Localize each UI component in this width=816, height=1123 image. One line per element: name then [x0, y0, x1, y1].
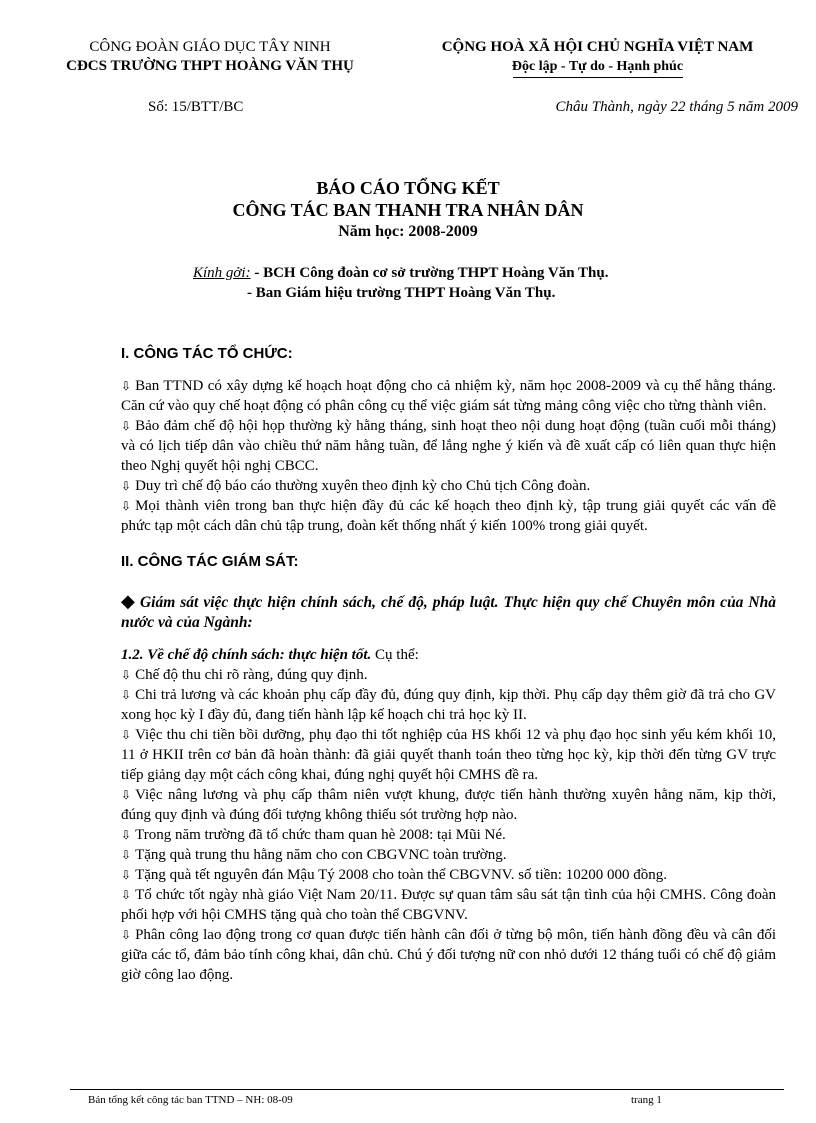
list-item: ⇩ Duy trì chế độ báo cáo thường xuyên theo định kỳ cho Chủ tịch Công đoàn.	[121, 478, 591, 494]
country-name: CỘNG HOÀ XÃ HỘI CHỦ NGHĨA VIỆT NAM	[441, 39, 754, 55]
section-1-items	[121, 376, 776, 536]
org-line-2: CĐCS TRƯỜNG THPT HOÀNG VĂN THỤ	[66, 58, 354, 74]
list-item: ⇩ Tặng quà tết nguyên đán Mậu Tý 2008 cho toàn thể CBGVNV. số tiền: 10200 000 đồng.	[121, 867, 667, 883]
list-item: ⇩ Trong năm trường đã tổ chức tham quan hè 2008: tại Mũi Né.	[121, 827, 506, 843]
report-body	[121, 344, 776, 985]
list-item: ⇩ Bảo đảm chế độ hội họp thường kỳ hằng tháng, sinh hoạt theo nội dung hoạt động (tuần cuối mỗi tháng) và có lịch tiếp dân vào chiều thứ năm hằng tuần, để lắng nghe ý kiến và đề xuất cấp có liên quan thực hiện theo Nghị quyết hội nghị CBCC.	[121, 418, 776, 474]
page-number: trang 1	[631, 1094, 662, 1106]
list-item: ⇩ Chế độ thu chi rõ ràng, đúng quy định.	[121, 667, 368, 683]
recipient-label: Kính gởi:	[193, 265, 251, 281]
subsection-1-2-heading: 1.2. Về chế độ chính sách: thực hiện tốt. Cụ thể:	[121, 647, 419, 663]
org-line-1: CÔNG ĐOÀN GIÁO DỤC TÂY NINH	[89, 39, 331, 55]
motto-underline	[513, 77, 683, 78]
down-arrow-icon: ⇩	[121, 499, 132, 513]
list-item: ⇩ Tặng quà trung thu hằng năm cho con CBGVNC toàn trường.	[121, 847, 507, 863]
organization-header	[30, 38, 390, 76]
recipients	[193, 263, 609, 303]
recipient-2: - Ban Giám hiệu trường THPT Hoàng Văn Thụ.	[247, 285, 556, 301]
title-line-1: BÁO CÁO TỔNG KẾT	[316, 178, 500, 198]
recipient-1: - BCH Công đoàn cơ sở trường THPT Hoàng Văn Thụ.	[250, 265, 609, 281]
down-arrow-icon: ⇩	[121, 848, 132, 862]
report-title	[0, 177, 816, 243]
down-arrow-icon: ⇩	[121, 828, 132, 842]
down-arrow-icon: ⇩	[121, 419, 132, 433]
down-arrow-icon: ⇩	[121, 928, 132, 942]
list-item: ⇩ Chi trả lương và các khoản phụ cấp đầy đủ, đúng quy định, kịp thời. Phụ cấp dạy thêm giờ đã trả cho GV xong học kỳ I đầy đủ, đang tiến hành lập kế hoạch chi trả học kỳ II.	[121, 687, 776, 723]
down-arrow-icon: ⇩	[121, 688, 132, 702]
place-date: Châu Thành, ngày 22 tháng 5 năm 2009	[555, 99, 798, 115]
list-item: ⇩ Phân công lao động trong cơ quan được tiến hành cân đối ở từng bộ môn, tiến hành đồng đều và cân đối giữa các tổ, đảm bảo tính công khai, dân chủ. Chú ý đối tượng nữ con nhỏ dưới 12 tháng tuổi có chế độ giảm giờ công lao động.	[121, 927, 776, 983]
section-2-title: II. CÔNG TÁC GIÁM SÁT:	[121, 553, 299, 570]
down-arrow-icon: ⇩	[121, 668, 132, 682]
list-item: ⇩ Tổ chức tốt ngày nhà giáo Việt Nam 20/11. Được sự quan tâm sâu sát tận tình của hội CMHS. Công đoàn phối hợp với hội CMHS tặng quà cho toàn thể CBGVNV.	[121, 887, 776, 923]
motto: Độc lập - Tự do - Hạnh phúc	[511, 59, 684, 74]
national-header	[405, 38, 790, 78]
list-item: ⇩ Mọi thành viên trong ban thực hiện đầy đủ các kế hoạch theo định kỳ, tập trung giải quyết các vấn đề phức tạp một cách dân chủ tập trung, đoàn kết thống nhất ý kiến 100% trong giải quyết.	[121, 498, 776, 534]
list-item: ⇩ Việc nâng lương và phụ cấp thâm niên vượt khung, được tiến hành thường xuyên hằng năm, kịp thời, đúng quy định và đúng đối tượng không thiếu sót trường hợp nào.	[121, 787, 776, 823]
down-arrow-icon: ⇩	[121, 868, 132, 882]
title-line-2: CÔNG TÁC BAN THANH TRA NHÂN DÂN	[232, 200, 584, 220]
section-1-title: I. CÔNG TÁC TỔ CHỨC:	[121, 345, 293, 362]
list-item: ⇩ Việc thu chi tiền bồi dưỡng, phụ đạo thi tốt nghiệp của HS khối 12 và phụ đạo học sinh yếu kém khối 10, 11 ở HKII trên cơ bản đã hoàn thành: đã giải quyết thanh toán theo từng học kỳ, kịp thời đến từng GV trực tiếp giảng dạy một cách công khai, đúng nghị quyết hội CMHS đề ra.	[121, 727, 776, 783]
recipient-line-1	[193, 263, 609, 283]
section-2-items	[121, 665, 776, 985]
down-arrow-icon: ⇩	[121, 788, 132, 802]
title-line-3: Năm học: 2008-2009	[338, 223, 478, 240]
down-arrow-icon: ⇩	[121, 479, 132, 493]
down-arrow-icon: ⇩	[121, 379, 132, 393]
document-number: Số: 15/BTT/BC	[148, 99, 244, 115]
down-arrow-icon: ⇩	[121, 728, 132, 742]
section-2-subheading: ◆ Giám sát việc thực hiện chính sách, chế độ, pháp luật. Thực hiện quy chế Chuyên môn của Nhà nước và của Ngành:	[121, 591, 776, 631]
footer-text: Bản tổng kết công tác ban TTND – NH: 08-09	[88, 1094, 293, 1106]
down-arrow-icon: ⇩	[121, 888, 132, 902]
diamond-icon: ◆	[121, 591, 136, 612]
footer-divider	[70, 1089, 784, 1090]
list-item: ⇩ Ban TTND có xây dựng kế hoạch hoạt động cho cả nhiệm kỳ, năm học 2008-2009 và cụ thể hằng tháng. Căn cứ vào quy chế hoạt động có phân công cụ thể việc giám sát từng mảng công việc cho từng thành viên.	[121, 378, 776, 414]
